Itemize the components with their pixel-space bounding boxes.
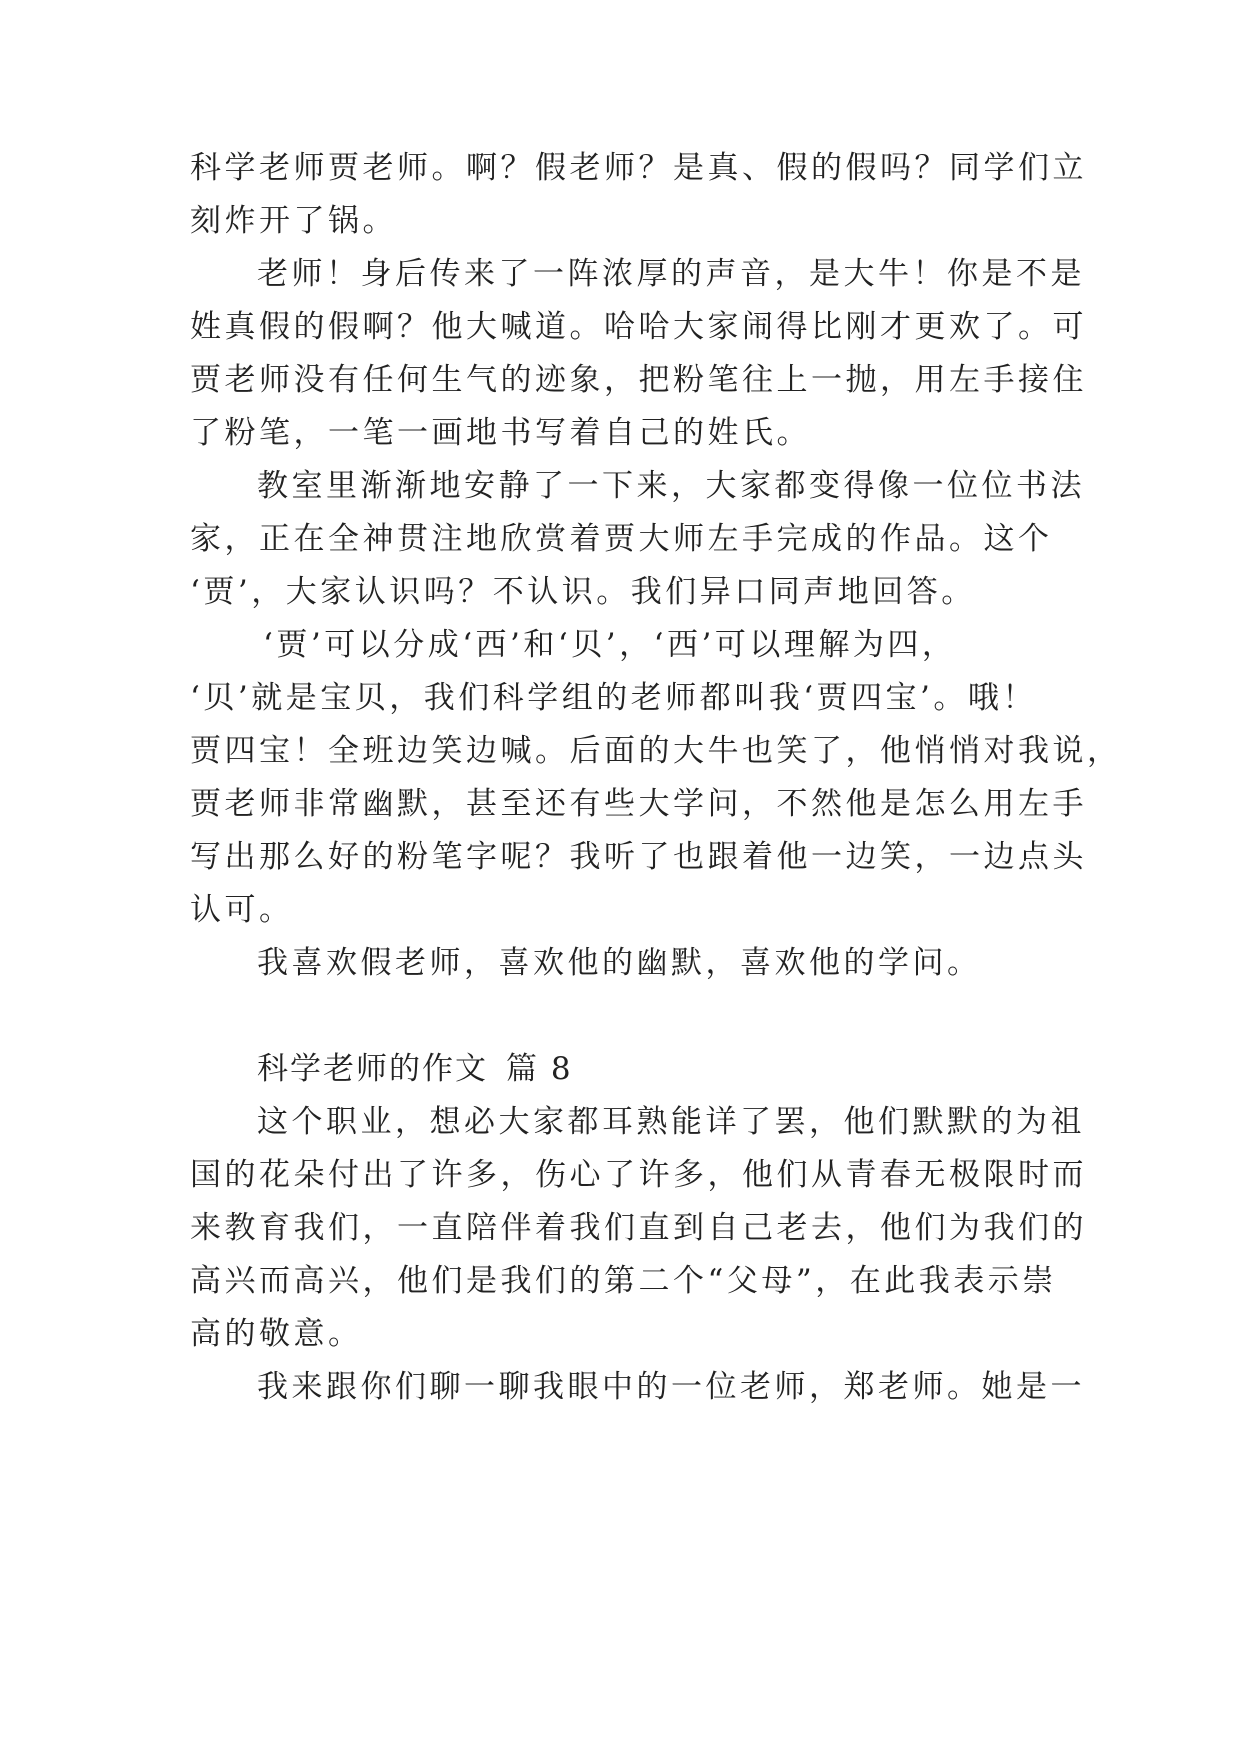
paragraph-4-line-5: 写出那么好的粉笔字呢？我听了也跟着他一边笑，一边点头 (190, 839, 1087, 875)
paragraph-7-line-1: 我来跟你们聊一聊我眼中的一位老师，郑老师。她是一 (257, 1369, 1085, 1405)
paragraph-1-line-2: 刻炸开了锅。 (190, 203, 397, 239)
paragraph-3-line-1: 教室里渐渐地安静了一下来，大家都变得像一位位书法 (257, 468, 1085, 504)
paragraph-2-line-1: 老师！身后传来了一阵浓厚的声音，是大牛！你是不是 (257, 256, 1085, 292)
paragraph-4-line-2: ‘贝’就是宝贝，我们科学组的老师都叫我‘贾四宝’。哦！ (190, 680, 1037, 716)
paragraph-5-line-1: 我喜欢假老师，喜欢他的幽默，喜欢他的学问。 (257, 945, 982, 981)
paragraph-4-line-6: 认可。 (190, 892, 294, 928)
paragraph-4-line-1: ‘贾’可以分成‘西’和‘贝’，‘西’可以理解为四， (263, 627, 957, 663)
section-heading-title: 科学老师的作文 (257, 1051, 488, 1087)
section-heading (257, 1049, 573, 1089)
paragraph-6-line-5: 高的敬意。 (190, 1316, 363, 1352)
paragraph-3-line-3: ‘贾’，大家认识吗？不认识。我们异口同声地回答。 (190, 574, 976, 610)
section-heading-number: 篇 8 (506, 1051, 573, 1087)
paragraph-6-line-1: 这个职业，想必大家都耳熟能详了罢，他们默默的为祖 (257, 1104, 1085, 1140)
paragraph-6-line-3: 来教育我们，一直陪伴着我们直到自己老去，他们为我们的 (190, 1210, 1087, 1246)
paragraph-4-line-4: 贾老师非常幽默，甚至还有些大学问，不然他是怎么用左手 (190, 786, 1087, 822)
paragraph-2-line-4: 了粉笔，一笔一画地书写着自己的姓氏。 (190, 415, 811, 451)
paragraph-1-line-1: 科学老师贾老师。啊？假老师？是真、假的假吗？同学们立 (190, 150, 1087, 186)
paragraph-6-line-4: 高兴而高兴，他们是我们的第二个“父母”，在此我表示崇 (190, 1263, 1057, 1299)
paragraph-3-line-2: 家，正在全神贯注地欣赏着贾大师左手完成的作品。这个 (190, 521, 1053, 557)
paragraph-4-line-3: 贾四宝！全班边笑边喊。后面的大牛也笑了，他悄悄对我说， (190, 733, 1122, 769)
paragraph-6-line-2: 国的花朵付出了许多，伤心了许多，他们从青春无极限时而 (190, 1157, 1087, 1193)
paragraph-2-line-2: 姓真假的假啊？他大喊道。哈哈大家闹得比刚才更欢了。可 (190, 309, 1087, 345)
paragraph-2-line-3: 贾老师没有任何生气的迹象，把粉笔往上一抛，用左手接住 (190, 362, 1087, 398)
